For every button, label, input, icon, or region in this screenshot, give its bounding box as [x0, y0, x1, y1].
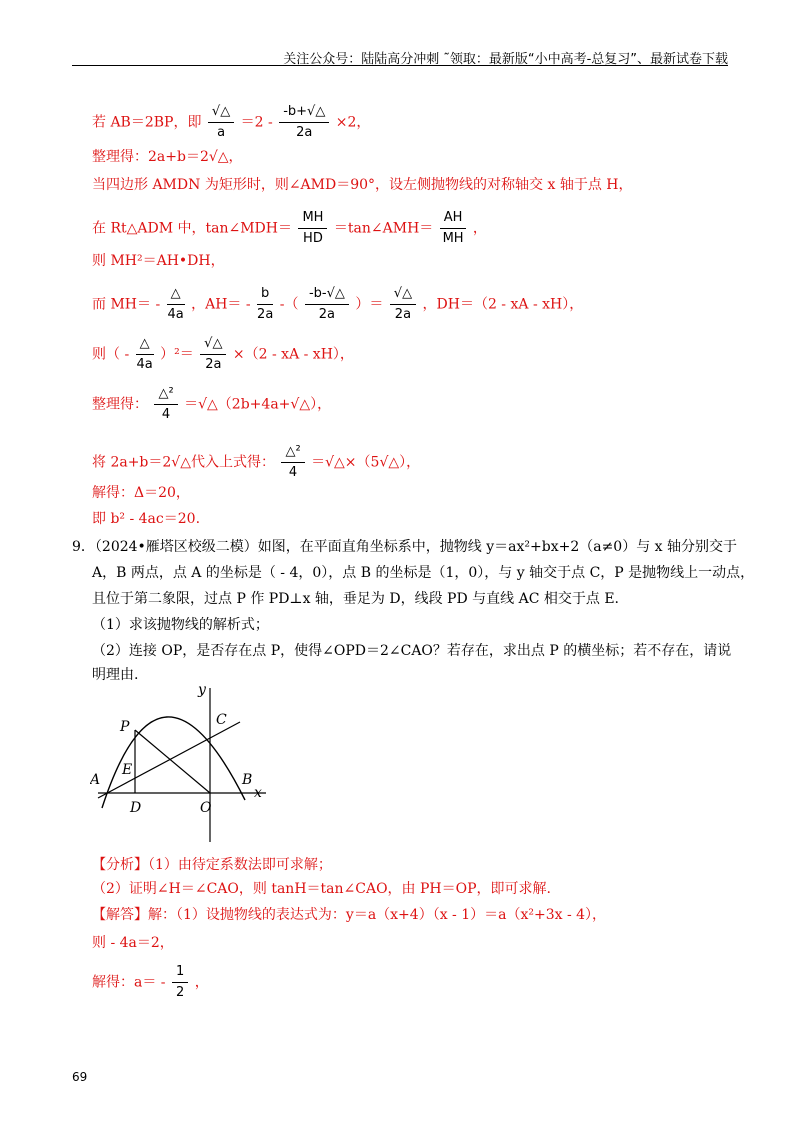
denominator: HD [303, 231, 323, 246]
line-8 [92, 386, 331, 423]
numerator: AH [440, 210, 467, 229]
line-10: 解得：Δ＝20， [92, 485, 190, 501]
fraction [305, 286, 349, 323]
label-x: x [254, 785, 262, 801]
denominator: 2a [257, 307, 274, 322]
numerator: △ [167, 286, 185, 305]
text: -（ [279, 296, 299, 313]
numerator: MH [298, 210, 327, 229]
denominator: 4 [161, 407, 171, 422]
denominator: 2a [394, 307, 412, 322]
denominator: 2a [318, 307, 336, 322]
problem-line-2: A，B 两点，点 A 的坐标是（ - 4，0），点 B 的坐标是（1，0），与 y 轴交于点 C，P 是抛物线上一动点， [92, 565, 755, 581]
question-1: （1）求该抛物线的解析式； [92, 617, 269, 633]
denominator: 4 [288, 465, 298, 480]
line-6 [92, 286, 583, 323]
header-rule [72, 65, 728, 66]
text: ）＝ [355, 296, 384, 313]
text: 而 MH＝ - [92, 296, 161, 313]
label-c: C [216, 712, 227, 728]
text: 则（ - [92, 346, 130, 363]
fraction [208, 104, 234, 141]
solution-1: 【解答】解：（1）设抛物线的表达式为：y＝a（x+4）（x - 1）＝a（x²+3x - 4）， [92, 907, 607, 923]
label-p: P [120, 719, 130, 735]
line-9 [92, 444, 420, 481]
denominator: MH [442, 231, 464, 246]
denominator: 2a [296, 125, 313, 140]
problem-line-3: 且位于第二象限，过点 P 作 PD⊥x 轴，垂足为 D，线段 PD 与直线 AC 相交于点 E. [92, 591, 619, 607]
fraction [257, 286, 273, 323]
numerator: √△ [390, 286, 416, 305]
solution-2: 则 - 4a＝2， [92, 935, 174, 951]
label-y: y [198, 682, 206, 698]
fraction [136, 336, 154, 373]
text: ＝√△×（5√△）， [311, 454, 421, 471]
fraction [167, 286, 185, 323]
line-1 [92, 104, 370, 141]
denominator: 2a [205, 357, 222, 372]
line-2: 整理得：2a+b＝2√△， [92, 149, 243, 165]
text: ＝tan∠AMH＝ [333, 220, 434, 237]
text: 整理得： [92, 396, 148, 413]
fraction [154, 386, 177, 423]
fraction [390, 286, 416, 323]
line-5: 则 MH²＝AH•DH， [92, 253, 225, 269]
text: ， [194, 974, 209, 991]
problem-line-1: 9．（2024•雁塔区校级二模）如图，在平面直角坐标系中，抛物线 y＝ax²+bx+2（a≠0）与 x 轴分别交于 [72, 539, 738, 555]
numerator: △ [136, 336, 154, 355]
text: ，AH＝ - [191, 296, 251, 313]
solution-3 [92, 964, 209, 1001]
text: 若 AB＝2BP，即 [92, 114, 202, 131]
denominator: 4a [136, 357, 153, 372]
text: ， [472, 220, 487, 237]
fraction [281, 444, 304, 481]
text: 解得：a＝ - [92, 974, 166, 991]
label-b: B [242, 772, 253, 788]
label-a: A [90, 772, 101, 788]
fraction [279, 104, 329, 141]
line-3: 当四边形 AMDN 为矩形时，则∠AMD＝90°，设左侧抛物线的对称轴交 x 轴于点 H， [92, 177, 633, 193]
text: ，DH＝（2 - xA - xH）， [422, 296, 584, 313]
text: ）²＝ [160, 346, 194, 363]
text: 将 2a+b＝2√△代入上式得： [92, 454, 275, 471]
fraction [172, 964, 188, 1001]
question-2a: （2）连接 OP，是否存在点 P，使得∠OPD＝2∠CAO？若存在，求出点 P 的横坐标；若不存在，请说 [92, 643, 732, 659]
text: ＝√△（2b+4a+√△）， [184, 396, 332, 413]
fraction [200, 336, 226, 373]
denominator: 2 [175, 985, 185, 1000]
fraction [440, 210, 467, 247]
fraction [298, 210, 327, 247]
line-4 [92, 210, 487, 247]
question-2b: 明理由. [92, 667, 139, 683]
text: ＝2 - [240, 114, 273, 131]
label-d: D [130, 800, 142, 816]
page-number: 69 [72, 1070, 88, 1084]
page-header: 关注公众号：陆陆高分冲刺 ˜领取：最新版“小中高考-总复习”、最新试卷下载 [283, 52, 728, 67]
numerator: 1 [172, 964, 188, 983]
numerator: -b+√△ [279, 104, 329, 123]
numerator: △² [154, 386, 177, 405]
coordinate-figure [90, 680, 280, 845]
numerator: b [257, 286, 273, 305]
segment-op [135, 730, 210, 793]
denominator: a [217, 125, 226, 140]
label-o: O [200, 800, 212, 816]
label-e: E [122, 762, 133, 778]
analysis-2: （2）证明∠H＝∠CAO，则 tanH＝tan∠CAO，由 PH＝OP，即可求解. [92, 881, 551, 897]
numerator: -b-√△ [305, 286, 349, 305]
text: ×2， [335, 114, 371, 131]
line-7 [92, 336, 354, 373]
text: 在 Rt△ADM 中，tan∠MDH＝ [92, 220, 292, 237]
analysis-1: 【分析】（1）由待定系数法即可求解； [92, 857, 332, 873]
denominator: 4a [167, 307, 184, 322]
line-11: 即 b² - 4ac＝20. [92, 511, 201, 527]
text: ×（2 - xA - xH）， [232, 346, 354, 363]
numerator: √△ [208, 104, 234, 123]
numerator: △² [281, 444, 304, 463]
numerator: √△ [200, 336, 226, 355]
